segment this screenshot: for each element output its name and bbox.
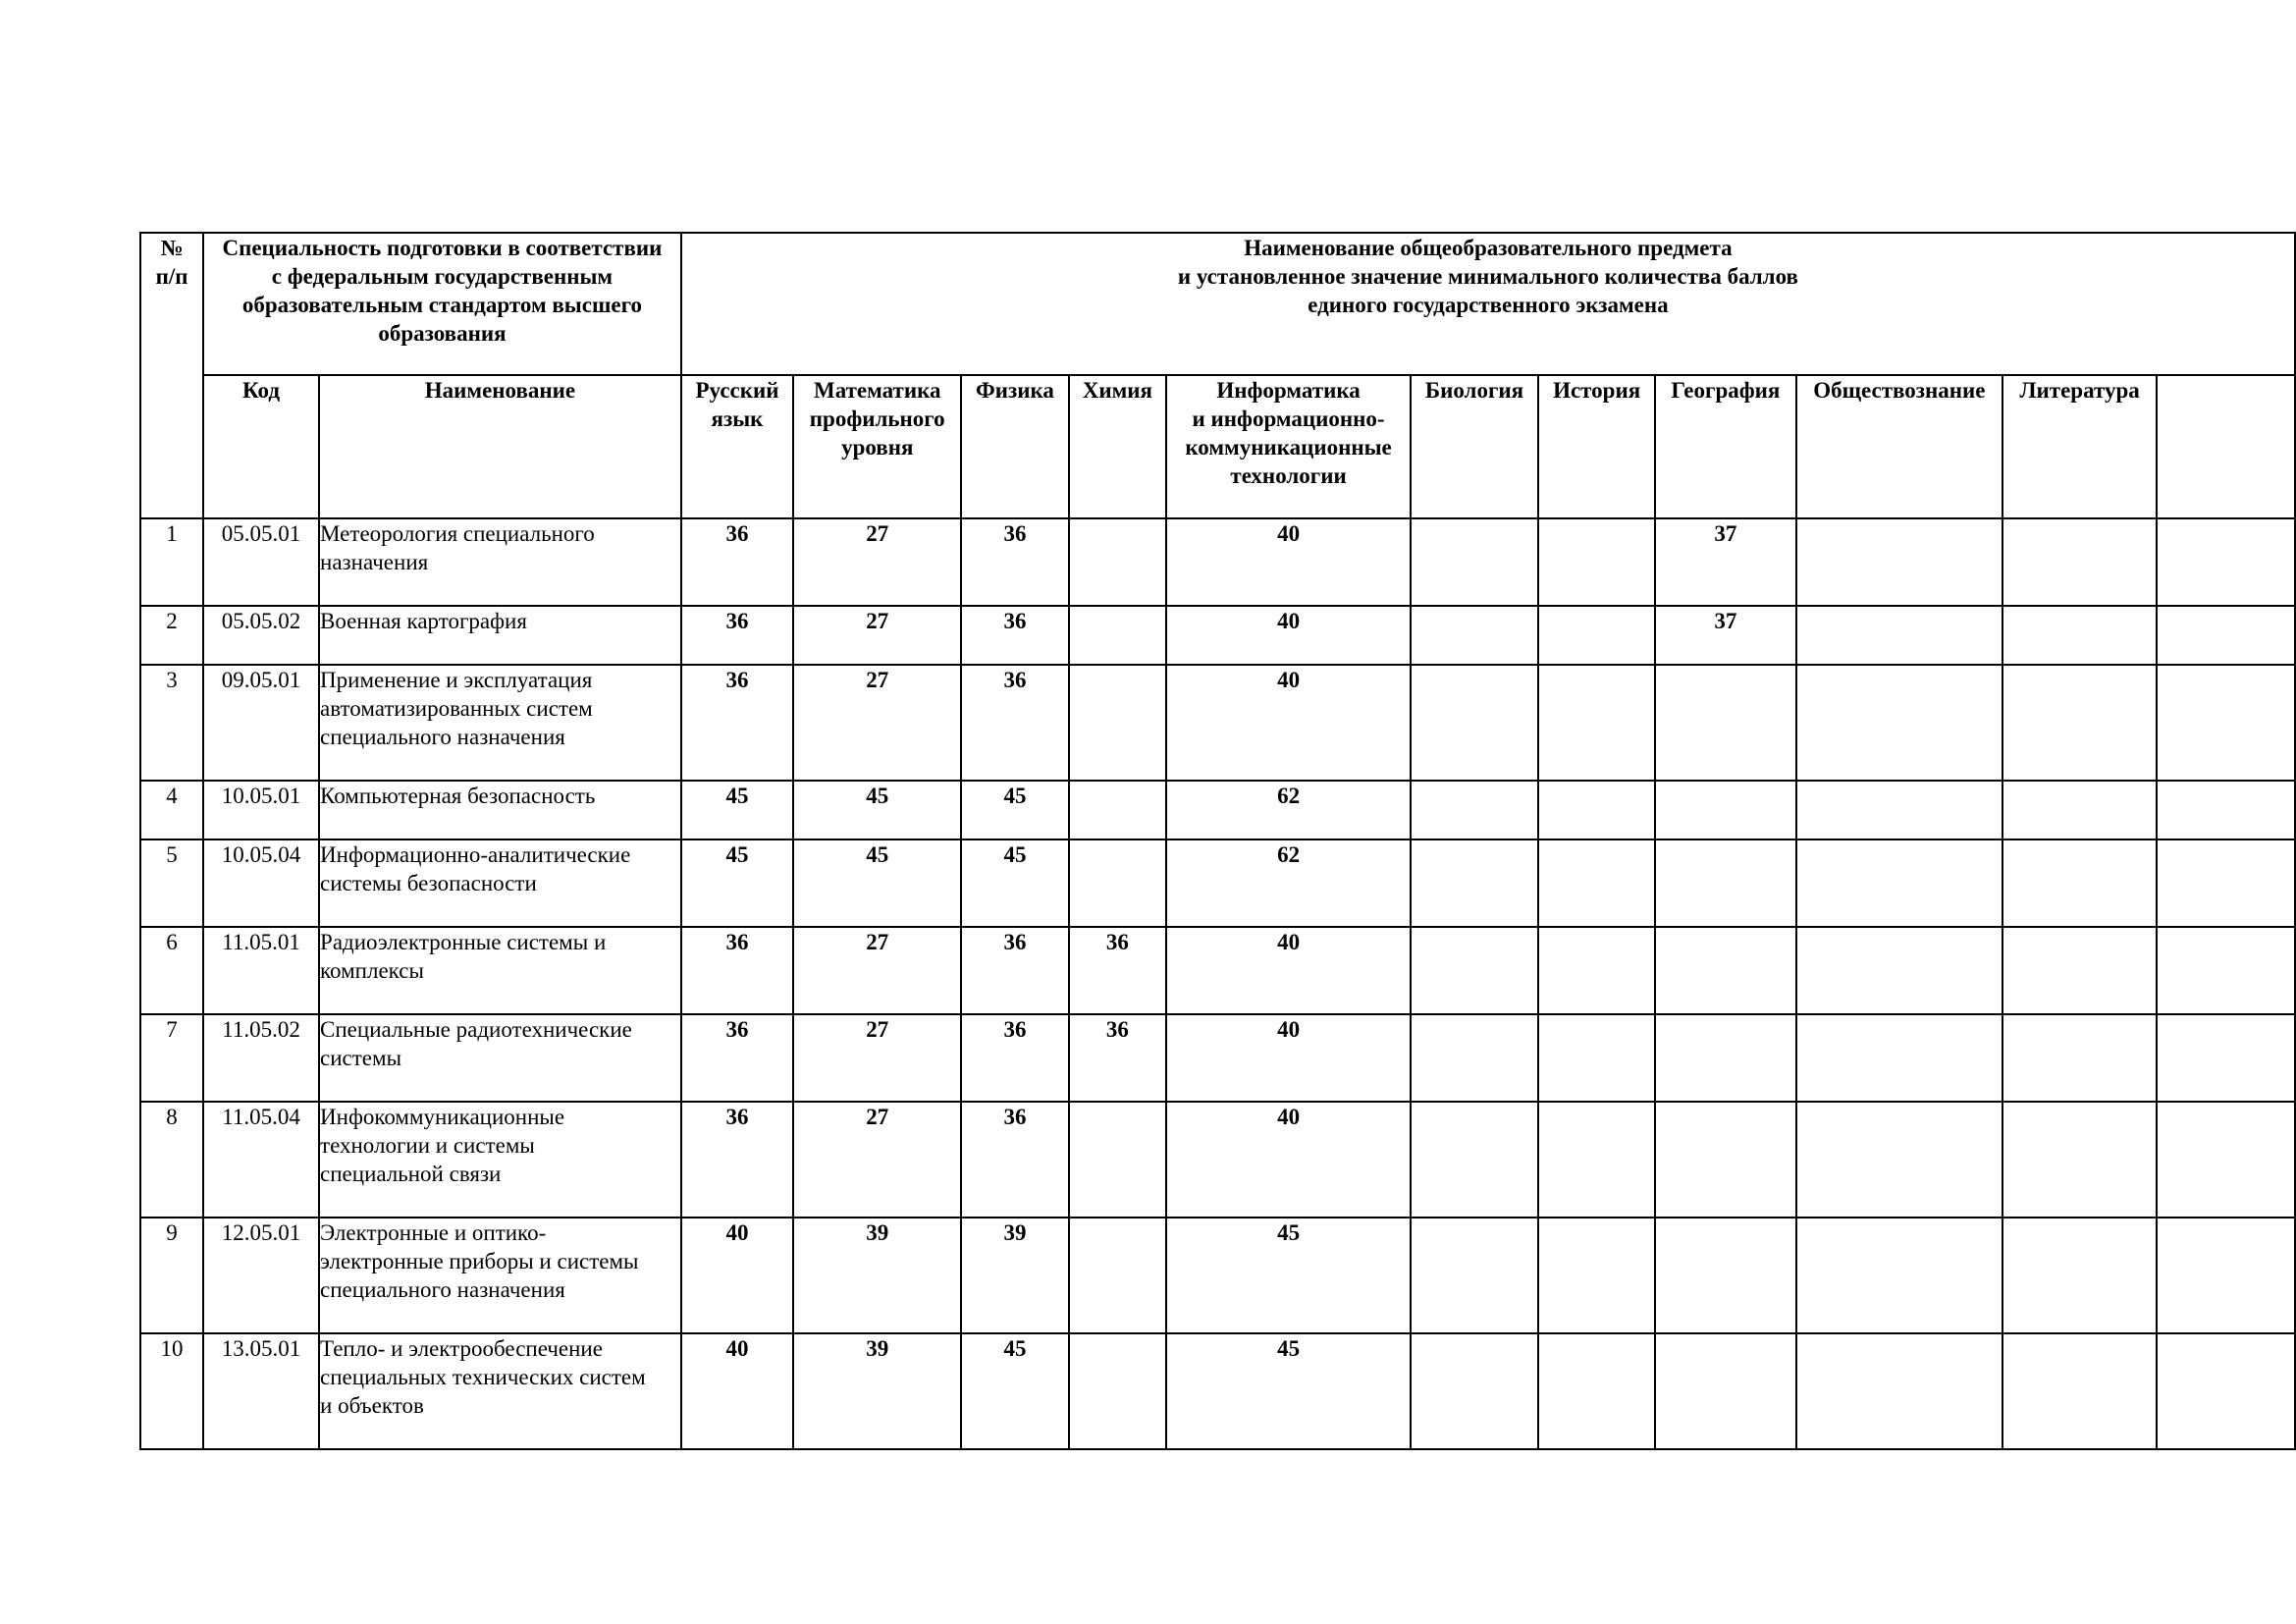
- score-cell: [1655, 665, 1795, 781]
- text-line: Метеорология специального: [320, 521, 595, 546]
- score-cell: [1411, 606, 1538, 665]
- table-row: [140, 839, 2295, 927]
- score-cell: [2157, 1333, 2295, 1449]
- score-cell: 36: [961, 606, 1068, 665]
- score-cell: [2002, 839, 2157, 927]
- text-line: образования: [378, 321, 507, 346]
- score-cell: 36: [961, 1102, 1068, 1218]
- score-cell: [1411, 781, 1538, 839]
- score-cell: [1069, 839, 1167, 927]
- text-line: Радиоэлектронные системы и: [320, 930, 607, 954]
- text-line: Военная картография: [320, 609, 527, 633]
- text-line: Обществознание: [1813, 378, 1986, 403]
- score-cell: 45: [1166, 1333, 1411, 1449]
- score-cell: [2157, 927, 2295, 1014]
- score-cell: 45: [681, 839, 793, 927]
- header-subject: [1538, 375, 1655, 518]
- score-cell: [2157, 1102, 2295, 1218]
- score-cell: [2157, 1218, 2295, 1333]
- score-cell: [1411, 665, 1538, 781]
- specialty-code-cell: 12.05.01: [203, 1218, 319, 1333]
- score-cell: 36: [961, 927, 1068, 1014]
- score-cell: 39: [961, 1218, 1068, 1333]
- table-row: [140, 665, 2295, 781]
- text-line: системы: [320, 1046, 402, 1070]
- score-cell: [1411, 1102, 1538, 1218]
- specialty-name-cell: [319, 606, 681, 665]
- score-cell: [1538, 927, 1655, 1014]
- text-line: История: [1553, 378, 1641, 403]
- row-number-cell: 10: [140, 1333, 203, 1449]
- score-cell: [1655, 927, 1795, 1014]
- text-line: автоматизированных систем: [320, 696, 593, 721]
- score-cell: [1655, 1102, 1795, 1218]
- score-cell: 36: [961, 518, 1068, 606]
- row-number-cell: 3: [140, 665, 203, 781]
- score-cell: 45: [961, 781, 1068, 839]
- score-cell: 39: [793, 1333, 961, 1449]
- score-cell: [1069, 606, 1167, 665]
- header-code: Код: [203, 375, 319, 518]
- specialty-code-cell: 10.05.04: [203, 839, 319, 927]
- text-line: специальной связи: [320, 1162, 502, 1186]
- score-cell: [1655, 1014, 1795, 1102]
- score-cell: 27: [793, 606, 961, 665]
- score-cell: 36: [681, 606, 793, 665]
- score-cell: [1796, 1014, 2003, 1102]
- score-cell: [1796, 1218, 2003, 1333]
- header-specialty: [203, 233, 681, 375]
- text-line: технологии: [1230, 463, 1347, 488]
- score-cell: 36: [681, 927, 793, 1014]
- score-cell: [2157, 606, 2295, 665]
- score-cell: [2157, 518, 2295, 606]
- text-line: Специальные радиотехнические: [320, 1017, 632, 1042]
- score-cell: 36: [681, 518, 793, 606]
- specialty-code-cell: 13.05.01: [203, 1333, 319, 1449]
- row-number-cell: 9: [140, 1218, 203, 1333]
- text-line: образовательным стандартом высшего: [241, 293, 642, 317]
- score-cell: 45: [961, 839, 1068, 927]
- score-cell: [2157, 665, 2295, 781]
- table-body: [140, 518, 2295, 1449]
- row-number-cell: 4: [140, 781, 203, 839]
- text-line: Математика: [813, 378, 941, 403]
- score-cell: [2002, 1333, 2157, 1449]
- score-cell: [1538, 1333, 1655, 1449]
- score-cell: [2002, 1218, 2157, 1333]
- specialty-code-cell: 10.05.01: [203, 781, 319, 839]
- score-cell: 27: [793, 665, 961, 781]
- score-cell: 37: [1655, 606, 1795, 665]
- text-line: специального назначения: [320, 1277, 565, 1302]
- table-row: [140, 927, 2295, 1014]
- table-row: [140, 1218, 2295, 1333]
- score-cell: 36: [681, 1102, 793, 1218]
- text-line: специальных технических систем: [320, 1365, 646, 1389]
- table-row: [140, 1102, 2295, 1218]
- text-line: коммуникационные: [1185, 435, 1392, 460]
- header-subject-cut-off: [2157, 375, 2295, 518]
- specialty-code-cell: 09.05.01: [203, 665, 319, 781]
- text-line: Биология: [1424, 378, 1524, 403]
- header-subjects-group: [681, 233, 2295, 375]
- specialty-code-cell: 11.05.04: [203, 1102, 319, 1218]
- specialty-name-cell: [319, 1014, 681, 1102]
- score-cell: [1069, 1102, 1167, 1218]
- specialty-name-cell: [319, 839, 681, 927]
- score-cell: 36: [961, 1014, 1068, 1102]
- score-cell: [1411, 839, 1538, 927]
- text-line: назначения: [320, 550, 429, 574]
- score-cell: [1796, 665, 2003, 781]
- text-line: Специальность подготовки в соответствии: [222, 236, 663, 260]
- score-cell: [2002, 518, 2157, 606]
- text-line: Информатика: [1216, 378, 1361, 403]
- score-cell: 45: [1166, 1218, 1411, 1333]
- table-row: [140, 518, 2295, 606]
- score-cell: 40: [1166, 518, 1411, 606]
- header-subject: [1655, 375, 1795, 518]
- score-cell: [1796, 839, 2003, 927]
- score-cell: 62: [1166, 839, 1411, 927]
- score-cell: [2157, 1014, 2295, 1102]
- row-number-cell: 6: [140, 927, 203, 1014]
- score-cell: 37: [1655, 518, 1795, 606]
- score-cell: [1538, 781, 1655, 839]
- score-cell: [1069, 781, 1167, 839]
- score-cell: 40: [681, 1218, 793, 1333]
- text-line: Литература: [2019, 378, 2140, 403]
- score-cell: [1655, 839, 1795, 927]
- text-line: №: [160, 236, 184, 260]
- text-line: Химия: [1082, 378, 1153, 403]
- text-line: единого государственного экзамена: [1308, 293, 1669, 317]
- text-line: География: [1671, 378, 1781, 403]
- header-row-1: [140, 233, 2295, 375]
- score-cell: [1411, 927, 1538, 1014]
- row-number-cell: 2: [140, 606, 203, 665]
- score-cell: 45: [793, 839, 961, 927]
- text-line: системы безопасности: [320, 871, 537, 895]
- score-cell: [2002, 1014, 2157, 1102]
- score-cell: [1538, 606, 1655, 665]
- header-row-2: [140, 375, 2295, 518]
- text-line: специального назначения: [320, 725, 565, 749]
- text-line: и объектов: [320, 1393, 424, 1418]
- text-line: Русский: [695, 378, 779, 403]
- score-cell: 36: [1069, 1014, 1167, 1102]
- text-line: уровня: [841, 435, 914, 460]
- specialty-name-cell: [319, 518, 681, 606]
- row-number-cell: 5: [140, 839, 203, 927]
- text-line: и установленное значение минимального количества баллов: [1177, 264, 1798, 289]
- score-cell: [1796, 606, 2003, 665]
- score-cell: [2002, 606, 2157, 665]
- specialty-code-cell: 05.05.02: [203, 606, 319, 665]
- score-cell: [1411, 1333, 1538, 1449]
- header-subject: [681, 375, 793, 518]
- specialty-name-cell: [319, 781, 681, 839]
- score-cell: 45: [793, 781, 961, 839]
- specialty-name-cell: [319, 665, 681, 781]
- score-cell: [1796, 1102, 2003, 1218]
- specialty-name-cell: [319, 1333, 681, 1449]
- score-cell: 40: [1166, 927, 1411, 1014]
- text-line: электронные приборы и системы: [320, 1249, 639, 1273]
- score-cell: [1069, 518, 1167, 606]
- score-cell: [2157, 781, 2295, 839]
- text-line: п/п: [155, 264, 188, 289]
- score-cell: 40: [681, 1333, 793, 1449]
- score-cell: [2157, 839, 2295, 927]
- text-line: Наименование общеобразовательного предмета: [1244, 236, 1733, 260]
- specialty-name-cell: [319, 1218, 681, 1333]
- header-row-number: [140, 233, 203, 518]
- row-number-cell: 7: [140, 1014, 203, 1102]
- score-cell: [1538, 1218, 1655, 1333]
- score-cell: [1796, 781, 2003, 839]
- score-cell: 27: [793, 927, 961, 1014]
- text-line: с федеральным государственным: [271, 264, 614, 289]
- score-cell: [1538, 1014, 1655, 1102]
- score-cell: 39: [793, 1218, 961, 1333]
- score-cell: 62: [1166, 781, 1411, 839]
- header-subject: [961, 375, 1068, 518]
- header-subject: [1166, 375, 1411, 518]
- score-cell: [1655, 1218, 1795, 1333]
- text-line: комплексы: [320, 958, 424, 983]
- specialty-code-cell: 05.05.01: [203, 518, 319, 606]
- score-cell: [1069, 1333, 1167, 1449]
- score-cell: 45: [681, 781, 793, 839]
- table-row: [140, 606, 2295, 665]
- score-cell: [1411, 518, 1538, 606]
- score-cell: 36: [681, 1014, 793, 1102]
- score-cell: [1411, 1218, 1538, 1333]
- row-number-cell: 1: [140, 518, 203, 606]
- header-subject: [1069, 375, 1167, 518]
- score-cell: [1796, 927, 2003, 1014]
- header-name: Наименование: [319, 375, 681, 518]
- text-line: и информационно-: [1192, 406, 1385, 431]
- score-cell: 45: [961, 1333, 1068, 1449]
- specialty-name-cell: [319, 1102, 681, 1218]
- score-cell: [2002, 781, 2157, 839]
- score-cell: [1538, 518, 1655, 606]
- table-row: [140, 1014, 2295, 1102]
- specialty-code-cell: 11.05.01: [203, 927, 319, 1014]
- header-subject: [1411, 375, 1538, 518]
- score-cell: [2002, 927, 2157, 1014]
- score-cell: 40: [1166, 1014, 1411, 1102]
- text-line: Физика: [976, 378, 1054, 403]
- header-subject: [2002, 375, 2157, 518]
- score-cell: [1796, 1333, 2003, 1449]
- score-cell: 40: [1166, 606, 1411, 665]
- text-line: Электронные и оптико-: [320, 1220, 547, 1245]
- text-line: Тепло- и электрообеспечение: [320, 1336, 603, 1361]
- row-number-cell: 8: [140, 1102, 203, 1218]
- score-cell: 36: [681, 665, 793, 781]
- table-row: [140, 1333, 2295, 1449]
- score-cell: [1538, 839, 1655, 927]
- score-cell: [2002, 665, 2157, 781]
- text-line: Инфокоммуникационные: [320, 1105, 565, 1129]
- score-cell: 27: [793, 1014, 961, 1102]
- score-cell: [1655, 781, 1795, 839]
- specialty-name-cell: [319, 927, 681, 1014]
- score-cell: 36: [961, 665, 1068, 781]
- score-cell: [1069, 665, 1167, 781]
- score-cell: [2002, 1102, 2157, 1218]
- score-cell: [1411, 1014, 1538, 1102]
- text-line: Применение и эксплуатация: [320, 668, 593, 692]
- text-line: Информационно-аналитические: [320, 842, 631, 867]
- score-cell: 40: [1166, 1102, 1411, 1218]
- score-cell: [1538, 1102, 1655, 1218]
- score-cell: 27: [793, 1102, 961, 1218]
- table-row: [140, 781, 2295, 839]
- score-cell: [1069, 1218, 1167, 1333]
- score-cell: 36: [1069, 927, 1167, 1014]
- text-line: технологии и системы: [320, 1133, 535, 1158]
- score-cell: 40: [1166, 665, 1411, 781]
- header-subject: [1796, 375, 2003, 518]
- header-subject: [793, 375, 961, 518]
- score-cell: 27: [793, 518, 961, 606]
- score-cell: [1655, 1333, 1795, 1449]
- specialty-code-cell: 11.05.02: [203, 1014, 319, 1102]
- text-line: профильного: [809, 406, 945, 431]
- text-line: язык: [711, 406, 764, 431]
- score-cell: [1538, 665, 1655, 781]
- text-line: Компьютерная безопасность: [320, 784, 596, 808]
- exam-scores-table: [139, 232, 2296, 1450]
- score-cell: [1796, 518, 2003, 606]
